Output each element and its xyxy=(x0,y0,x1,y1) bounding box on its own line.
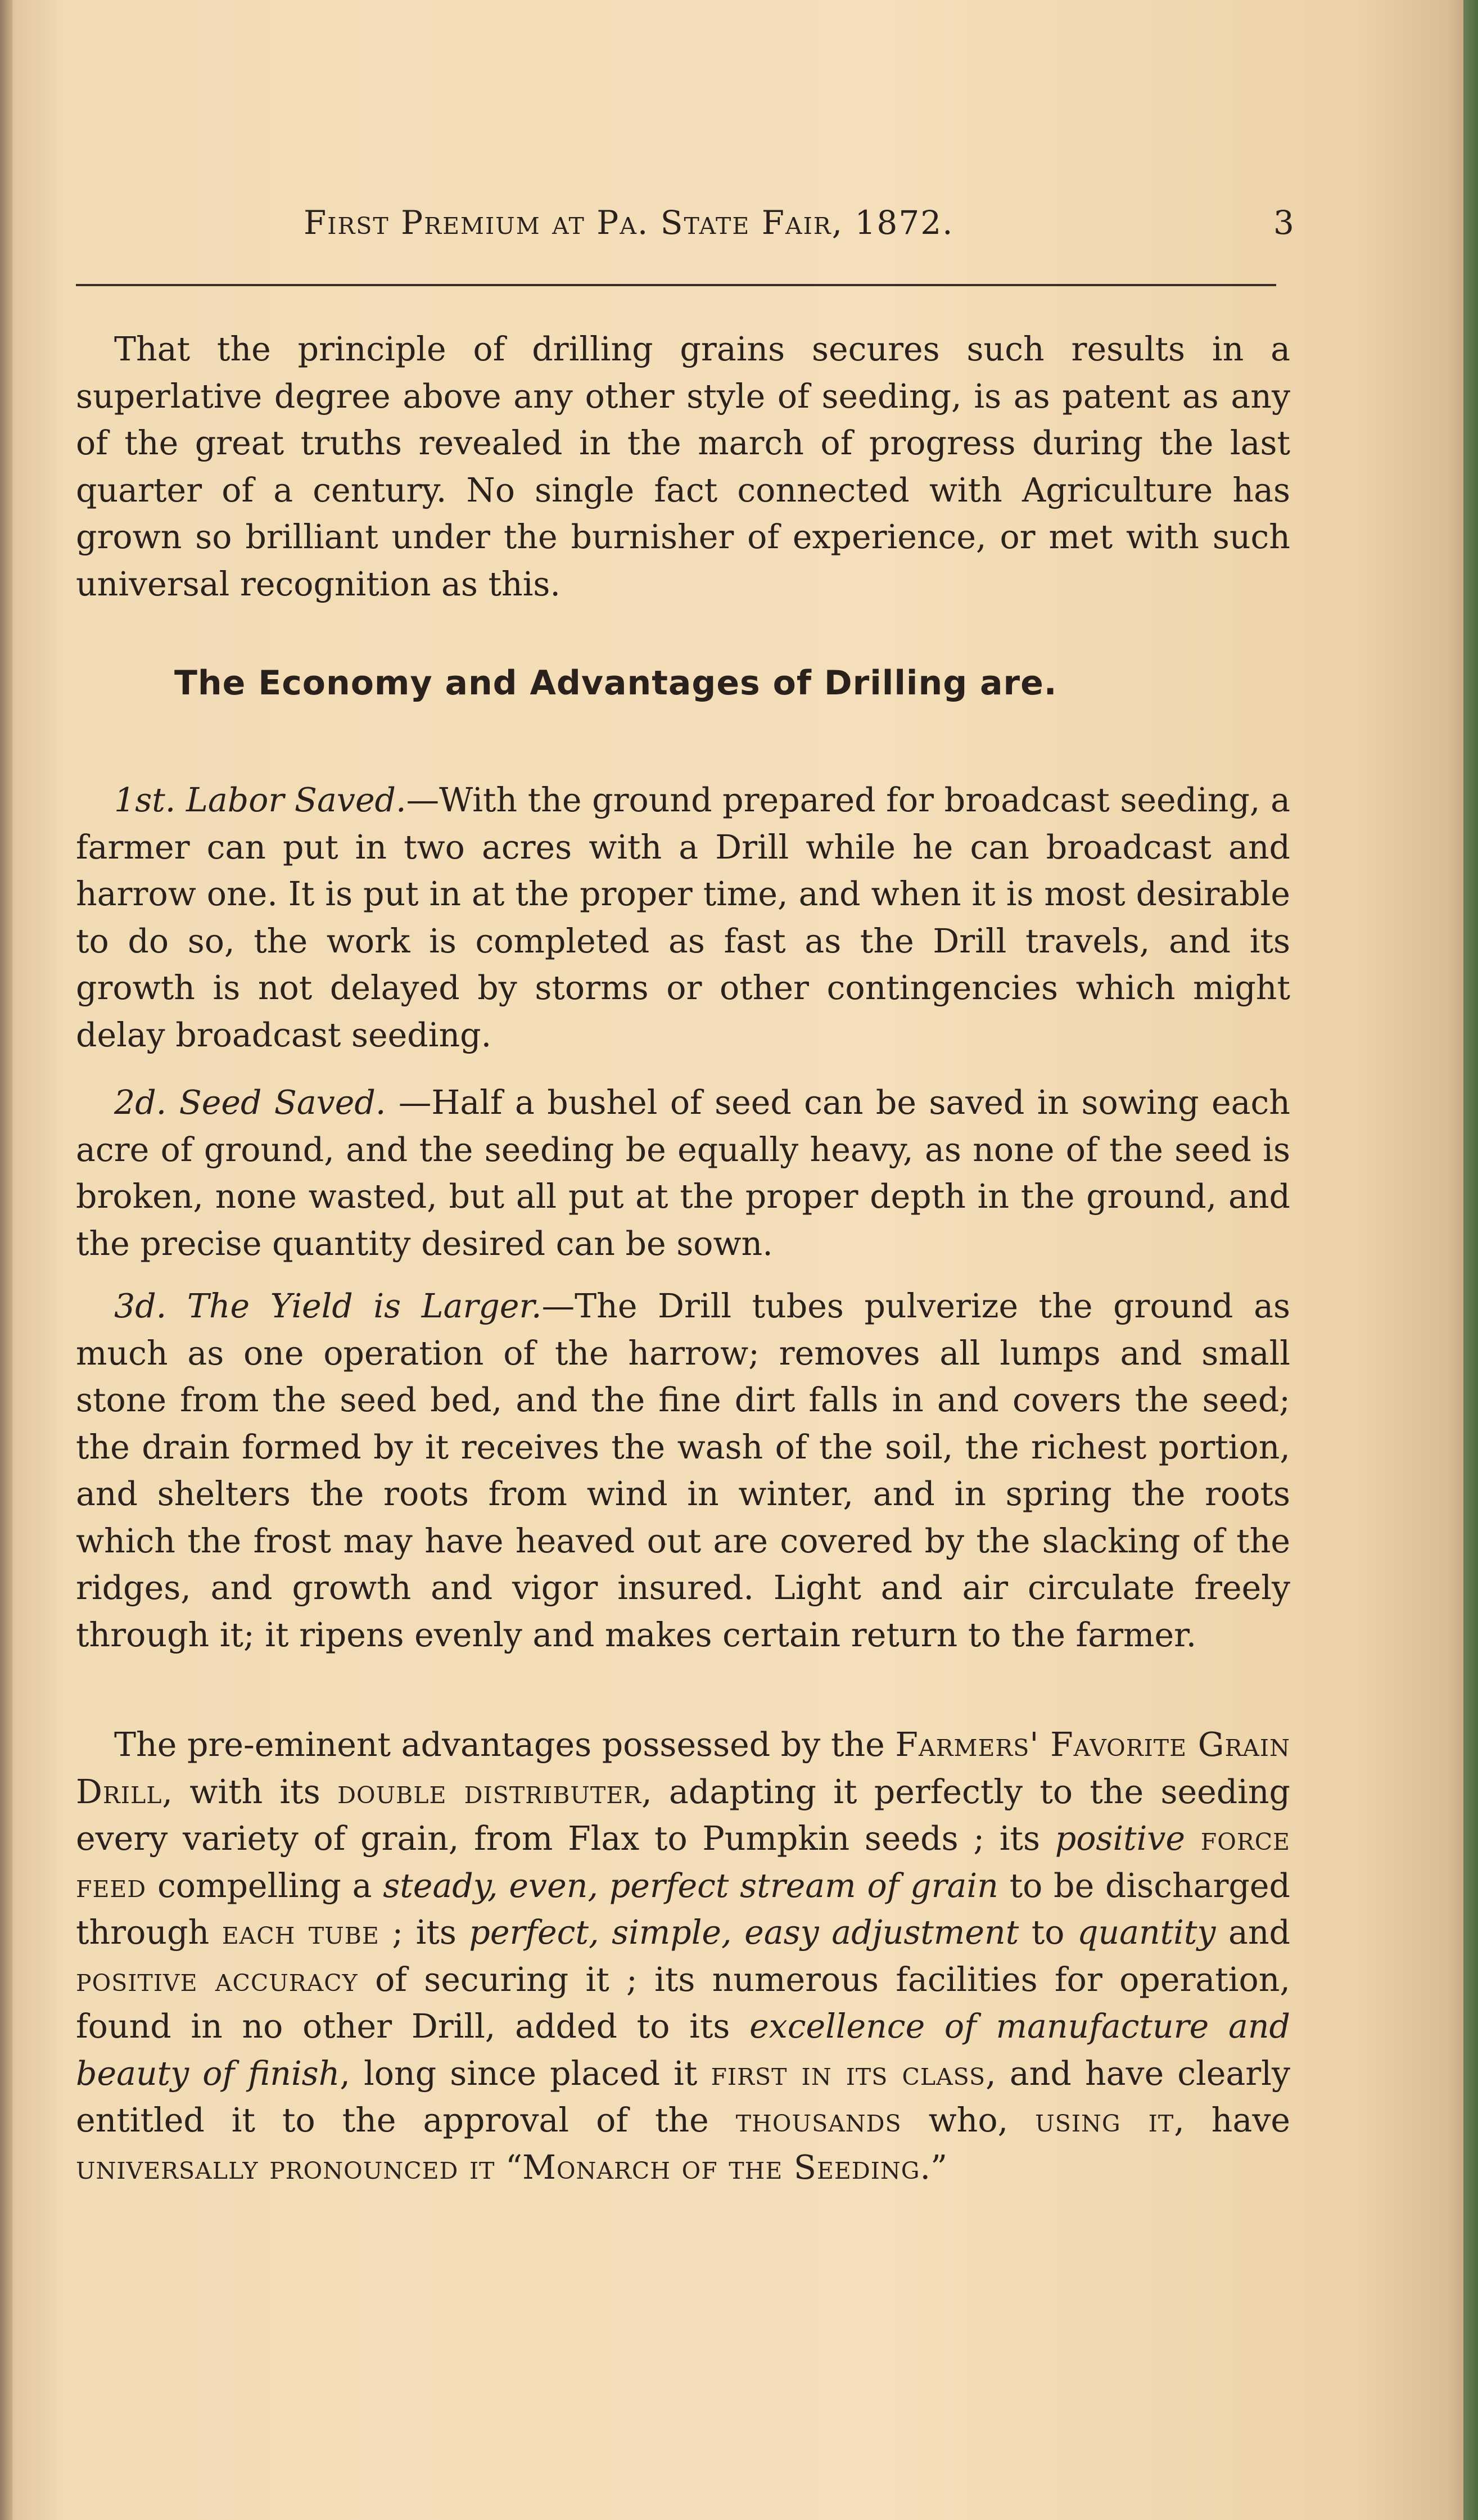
item-title: Labor Saved. xyxy=(186,781,406,819)
item-yield-larger xyxy=(76,1283,1290,1659)
closing-emphasis: thousands xyxy=(735,2101,902,2139)
closing-emphasis: each tube xyxy=(222,1913,379,1952)
closing-paragraph xyxy=(76,1722,1290,2191)
section-heading: The Economy and Advantages of Drilling are. xyxy=(174,663,1057,703)
item-text: —Half a bushel of seed can be saved in sowing each acre of ground, and the seeding be equally heavy, as none of the seed is broken, none wasted, but all put at the proper depth in the ground, and the precise quantity desired can be sown. xyxy=(76,1083,1290,1263)
item-title: Seed Saved. xyxy=(179,1083,386,1122)
product-name: Farmers' Favorite Grain Drill xyxy=(76,1726,1290,1811)
closing-italic: positive xyxy=(1055,1819,1186,1858)
closing-emphasis: universally pronounced it xyxy=(76,2148,495,2187)
item-number: 2d. xyxy=(114,1083,167,1122)
closing-text: compelling a xyxy=(146,1866,383,1905)
closing-italic: excellence of manufacture and beauty of finish xyxy=(76,2007,1290,2093)
item-number: 3d. xyxy=(114,1287,167,1325)
closing-italic: steady, even, perfect stream of grain xyxy=(383,1866,998,1905)
closing-emphasis: double distributer xyxy=(337,1772,642,1811)
closing-italic: perfect, simple, easy adjustment xyxy=(469,1913,1019,1952)
closing-text: , long since placed it xyxy=(340,2054,711,2093)
closing-emphasis: using it xyxy=(1035,2101,1174,2139)
closing-text: The pre-eminent advantages possessed by the xyxy=(114,1726,896,1764)
intro-paragraph: That the principle of drilling grains secures such results in a superlative degree above any other style of seeding, is as patent as any of the great truths revealed in the march of progress during the last quarter of a century. No single fact connected with Agriculture has grown so brilliant under the burnisher of experience, or met with such universal recognition as this. xyxy=(76,330,1290,603)
page-right-edge xyxy=(1463,0,1478,2520)
item-labor-saved xyxy=(76,777,1290,1059)
closing-text: , adapting it perfectly to the seeding every variety of grain, from Flax to Pumpkin seeds ; its xyxy=(76,1772,1291,1858)
closing-italic: quantity xyxy=(1077,1913,1216,1952)
closing-text: “ xyxy=(495,2148,523,2187)
closing-emphasis: force feed xyxy=(76,1819,1290,1905)
closing-text: , with its xyxy=(162,1772,338,1811)
item-seed-saved xyxy=(76,1080,1290,1267)
closing-text: ; its xyxy=(379,1913,469,1952)
item-text: —With the ground prepared for broadcast seeding, a farmer can put in two acres with a Drill while he can broadcast and harrow one. It is put in at the proper time, and when it is most desirable to do so, the work is completed as fast as the Drill travels, and its growth is not delayed by storms or other contingencies which might delay broadcast seeding. xyxy=(76,781,1290,1054)
closing-text: , have xyxy=(1174,2101,1291,2139)
closing-emphasis: first in its class xyxy=(711,2054,986,2093)
closing-text: to xyxy=(1019,1913,1077,1952)
closing-text: of securing it ; its numerous facilities for operation, found in no other Drill, added to its xyxy=(76,1960,1290,2045)
item-number: 1st. xyxy=(114,781,176,819)
header-rule xyxy=(76,284,1276,286)
page-number: 3 xyxy=(1273,204,1294,242)
running-title: First Premium at Pa. State Fair, 1872. xyxy=(304,204,954,242)
item-title: The Yield is Larger. xyxy=(187,1287,542,1325)
closing-text: to be discharged through xyxy=(76,1866,1290,1952)
closing-emphasis: positive accuracy xyxy=(76,1960,358,1999)
closing-text: .” xyxy=(920,2148,948,2187)
closing-text: who, xyxy=(901,2101,1036,2139)
item-text: —The Drill tubes pulverize the ground as much as one operation of the harrow; removes all lumps and small stone from the seed bed, and the fine dirt falls in and covers the seed; the drain formed by it receives the wash of the soil, the richest portion, and shelters the roots from wind in winter, and in spring the roots which the frost may have heaved out are covered by the slacking of the ridges, and growth and vigor insured. Light and air circulate freely through it; it ripens evenly and makes certain return to the farmer. xyxy=(76,1287,1290,1654)
closing-text: and xyxy=(1215,1913,1290,1952)
page-left-edge xyxy=(0,0,12,2520)
closing-text: , and have clearly entitled it to the approval of the xyxy=(76,2054,1290,2139)
closing-emphasis: Monarch of the Seeding xyxy=(522,2148,920,2187)
